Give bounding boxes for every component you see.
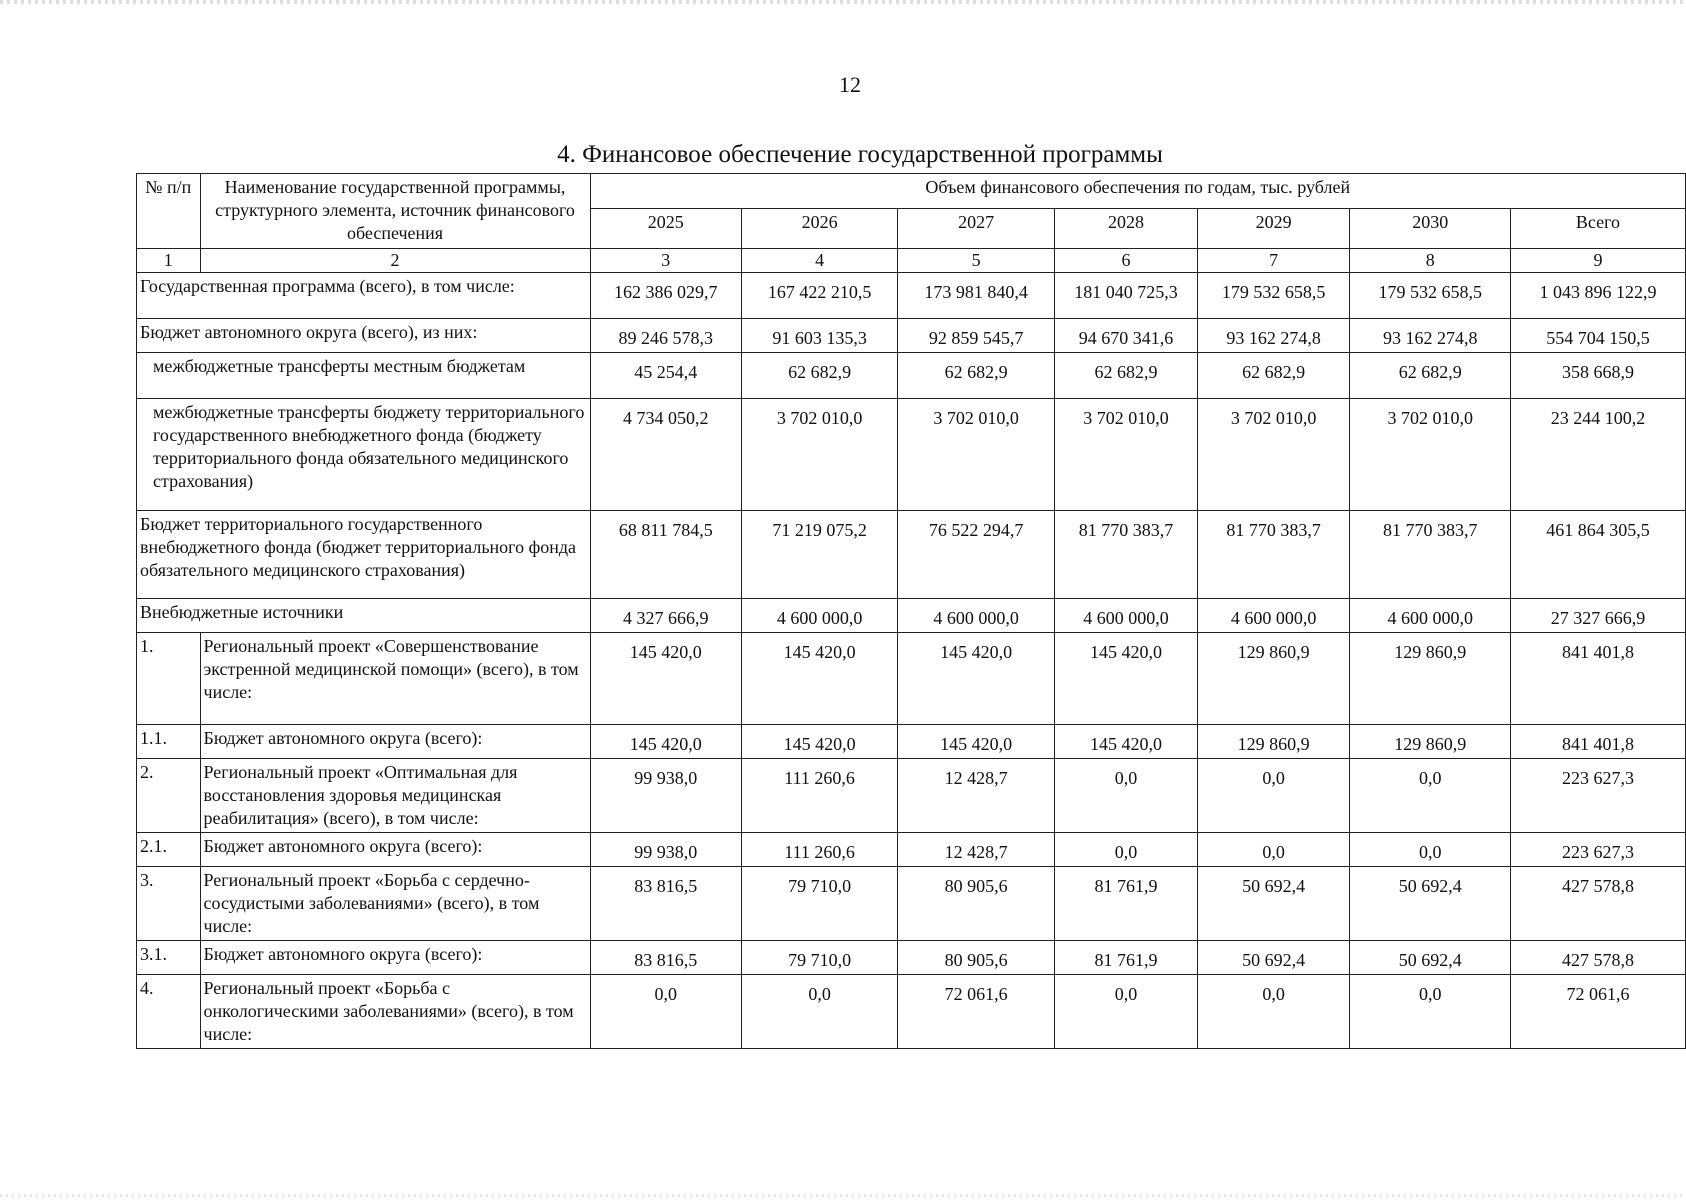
total-value-cell: 461 864 305,5 (1510, 511, 1685, 599)
table-row (137, 833, 1686, 867)
year-value-cell: 4 600 000,0 (898, 599, 1055, 633)
row-name-cell: Внебюджетные источники (137, 599, 591, 633)
row-name-cell: Региональный проект «Совершенствование экстренной медицинской помощи» (всего), в том числе: (200, 633, 590, 725)
header-name-cell: Наименование государственной программы, структурного элемента, источник финансового обеспечения (200, 174, 590, 249)
year-value-cell: 45 254,4 (590, 353, 742, 399)
row-name-cell: Бюджет автономного округа (всего), из них: (137, 319, 591, 353)
total-value-cell: 27 327 666,9 (1510, 599, 1685, 633)
row-number-cell: 3. (137, 867, 201, 941)
year-value-cell: 93 162 274,8 (1197, 319, 1350, 353)
total-value-cell: 358 668,9 (1510, 353, 1685, 399)
row-name-cell: Региональный проект «Оптимальная для восстановления здоровья медицинская реабилитация» (всего), в том числе: (200, 759, 590, 833)
year-value-cell: 68 811 784,5 (590, 511, 742, 599)
year-value-cell: 83 816,5 (590, 941, 742, 975)
table-row (137, 633, 1686, 725)
table-row (137, 941, 1686, 975)
year-value-cell: 4 600 000,0 (1197, 599, 1350, 633)
header-row (137, 174, 1686, 209)
row-name-cell: Региональный проект «Борьба с сердечно-сосудистыми заболеваниями» (всего), в том числе: (200, 867, 590, 941)
table-row (137, 273, 1686, 319)
year-value-cell: 0,0 (1197, 975, 1350, 1049)
year-value-cell: 129 860,9 (1197, 633, 1350, 725)
year-value-cell: 62 682,9 (898, 353, 1055, 399)
total-value-cell: 223 627,3 (1510, 759, 1685, 833)
total-value-cell: 23 244 100,2 (1510, 399, 1685, 511)
row-number-cell: 2.1. (137, 833, 201, 867)
scan-edge-top (0, 0, 1686, 4)
row-name-cell: Бюджет территориального государственного внебюджетного фонда (бюджет территориального фонда обязательного медицинского страхования) (137, 511, 591, 599)
header-num-cell: № п/п (137, 174, 201, 249)
year-value-cell: 93 162 274,8 (1350, 319, 1510, 353)
year-value-cell: 81 761,9 (1055, 941, 1198, 975)
year-value-cell: 3 702 010,0 (898, 399, 1055, 511)
table-row (137, 759, 1686, 833)
row-number-cell: 4. (137, 975, 201, 1049)
column-number-cell: 6 (1055, 249, 1198, 273)
year-value-cell: 0,0 (1197, 833, 1350, 867)
table-row (137, 599, 1686, 633)
year-value-cell: 80 905,6 (898, 941, 1055, 975)
column-number-cell: 7 (1197, 249, 1350, 273)
year-value-cell: 79 710,0 (742, 867, 898, 941)
year-value-cell: 80 905,6 (898, 867, 1055, 941)
year-value-cell: 145 420,0 (590, 725, 742, 759)
row-name-cell: межбюджетные трансферты бюджету территориального государственного внебюджетного фонда (бюджету территориального фонда обязательного медицинского страхования) (137, 399, 591, 511)
year-value-cell: 76 522 294,7 (898, 511, 1055, 599)
year-value-cell: 4 734 050,2 (590, 399, 742, 511)
total-value-cell: 841 401,8 (1510, 633, 1685, 725)
year-value-cell: 99 938,0 (590, 833, 742, 867)
year-value-cell: 81 770 383,7 (1197, 511, 1350, 599)
column-number-cell: 2 (200, 249, 590, 273)
total-value-cell: 427 578,8 (1510, 867, 1685, 941)
table-row (137, 319, 1686, 353)
year-value-cell: 4 600 000,0 (1350, 599, 1510, 633)
year-value-cell: 145 420,0 (898, 633, 1055, 725)
year-value-cell: 4 327 666,9 (590, 599, 742, 633)
year-value-cell: 81 770 383,7 (1350, 511, 1510, 599)
year-value-cell: 50 692,4 (1197, 867, 1350, 941)
header-year-cell: 2027 (898, 209, 1055, 249)
total-value-cell: 1 043 896 122,9 (1510, 273, 1685, 319)
year-value-cell: 0,0 (1197, 759, 1350, 833)
year-value-cell: 0,0 (1350, 759, 1510, 833)
year-value-cell: 162 386 029,7 (590, 273, 742, 319)
year-value-cell: 3 702 010,0 (1350, 399, 1510, 511)
year-value-cell: 145 420,0 (590, 633, 742, 725)
table-row (137, 353, 1686, 399)
table-body (137, 273, 1686, 1049)
header-year-cell: 2026 (742, 209, 898, 249)
column-number-row (137, 249, 1686, 273)
year-value-cell: 145 420,0 (1055, 725, 1198, 759)
year-value-cell: 99 938,0 (590, 759, 742, 833)
year-value-cell: 179 532 658,5 (1350, 273, 1510, 319)
row-number-cell: 2. (137, 759, 201, 833)
total-value-cell: 841 401,8 (1510, 725, 1685, 759)
year-value-cell: 4 600 000,0 (742, 599, 898, 633)
year-value-cell: 0,0 (1350, 833, 1510, 867)
year-value-cell: 3 702 010,0 (1197, 399, 1350, 511)
year-value-cell: 179 532 658,5 (1197, 273, 1350, 319)
row-number-cell: 1. (137, 633, 201, 725)
column-number-cell: 9 (1510, 249, 1685, 273)
document-title: 4. Финансовое обеспечение государственной программы (557, 141, 1163, 168)
header-volume-cell: Объем финансового обеспечения по годам, тыс. рублей (590, 174, 1685, 209)
year-value-cell: 91 603 135,3 (742, 319, 898, 353)
table-row (137, 511, 1686, 599)
row-name-cell: Бюджет автономного округа (всего): (200, 941, 590, 975)
page-number: 12 (839, 72, 861, 97)
header-year-cell: 2025 (590, 209, 742, 249)
header-year-cell: 2030 (1350, 209, 1510, 249)
scan-edge-bottom (0, 1194, 1686, 1197)
year-value-cell: 173 981 840,4 (898, 273, 1055, 319)
row-name-cell: Государственная программа (всего), в том числе: (137, 273, 591, 319)
year-value-cell: 145 420,0 (742, 633, 898, 725)
column-number-cell: 5 (898, 249, 1055, 273)
year-value-cell: 167 422 210,5 (742, 273, 898, 319)
row-number-cell: 3.1. (137, 941, 201, 975)
total-value-cell: 554 704 150,5 (1510, 319, 1685, 353)
row-name-cell: межбюджетные трансферты местным бюджетам (137, 353, 591, 399)
row-name-cell: Бюджет автономного округа (всего): (200, 725, 590, 759)
year-value-cell: 129 860,9 (1197, 725, 1350, 759)
year-value-cell: 83 816,5 (590, 867, 742, 941)
header-total-cell: Всего (1510, 209, 1685, 249)
year-value-cell: 3 702 010,0 (1055, 399, 1198, 511)
year-value-cell: 62 682,9 (1055, 353, 1198, 399)
year-value-cell: 50 692,4 (1350, 867, 1510, 941)
year-value-cell: 12 428,7 (898, 759, 1055, 833)
column-number-cell: 8 (1350, 249, 1510, 273)
header-year-cell: 2028 (1055, 209, 1198, 249)
year-value-cell: 62 682,9 (1197, 353, 1350, 399)
year-value-cell: 3 702 010,0 (742, 399, 898, 511)
year-value-cell: 145 420,0 (742, 725, 898, 759)
year-value-cell: 81 761,9 (1055, 867, 1198, 941)
year-value-cell: 0,0 (1055, 975, 1198, 1049)
year-value-cell: 0,0 (1055, 833, 1198, 867)
year-value-cell: 79 710,0 (742, 941, 898, 975)
row-number-cell: 1.1. (137, 725, 201, 759)
column-number-cell: 4 (742, 249, 898, 273)
year-value-cell: 129 860,9 (1350, 725, 1510, 759)
year-value-cell: 71 219 075,2 (742, 511, 898, 599)
header-year-cell: 2029 (1197, 209, 1350, 249)
table-row (137, 975, 1686, 1049)
column-number-cell: 3 (590, 249, 742, 273)
financial-table (136, 173, 1686, 1049)
year-value-cell: 50 692,4 (1350, 941, 1510, 975)
year-value-cell: 4 600 000,0 (1055, 599, 1198, 633)
year-value-cell: 111 260,6 (742, 833, 898, 867)
table-row (137, 867, 1686, 941)
year-value-cell: 62 682,9 (1350, 353, 1510, 399)
total-value-cell: 223 627,3 (1510, 833, 1685, 867)
year-value-cell: 129 860,9 (1350, 633, 1510, 725)
row-name-cell: Региональный проект «Борьба с онкологическими заболеваниями» (всего), в том числе: (200, 975, 590, 1049)
total-value-cell: 72 061,6 (1510, 975, 1685, 1049)
year-value-cell: 0,0 (1350, 975, 1510, 1049)
table-row (137, 725, 1686, 759)
row-name-cell: Бюджет автономного округа (всего): (200, 833, 590, 867)
year-value-cell: 0,0 (1055, 759, 1198, 833)
year-value-cell: 72 061,6 (898, 975, 1055, 1049)
year-value-cell: 62 682,9 (742, 353, 898, 399)
year-value-cell: 89 246 578,3 (590, 319, 742, 353)
year-value-cell: 50 692,4 (1197, 941, 1350, 975)
year-value-cell: 94 670 341,6 (1055, 319, 1198, 353)
year-value-cell: 81 770 383,7 (1055, 511, 1198, 599)
year-value-cell: 0,0 (590, 975, 742, 1049)
total-value-cell: 427 578,8 (1510, 941, 1685, 975)
year-value-cell: 145 420,0 (898, 725, 1055, 759)
year-value-cell: 181 040 725,3 (1055, 273, 1198, 319)
year-value-cell: 0,0 (742, 975, 898, 1049)
table-row (137, 399, 1686, 511)
year-value-cell: 92 859 545,7 (898, 319, 1055, 353)
year-value-cell: 145 420,0 (1055, 633, 1198, 725)
year-value-cell: 111 260,6 (742, 759, 898, 833)
year-value-cell: 12 428,7 (898, 833, 1055, 867)
column-number-cell: 1 (137, 249, 201, 273)
